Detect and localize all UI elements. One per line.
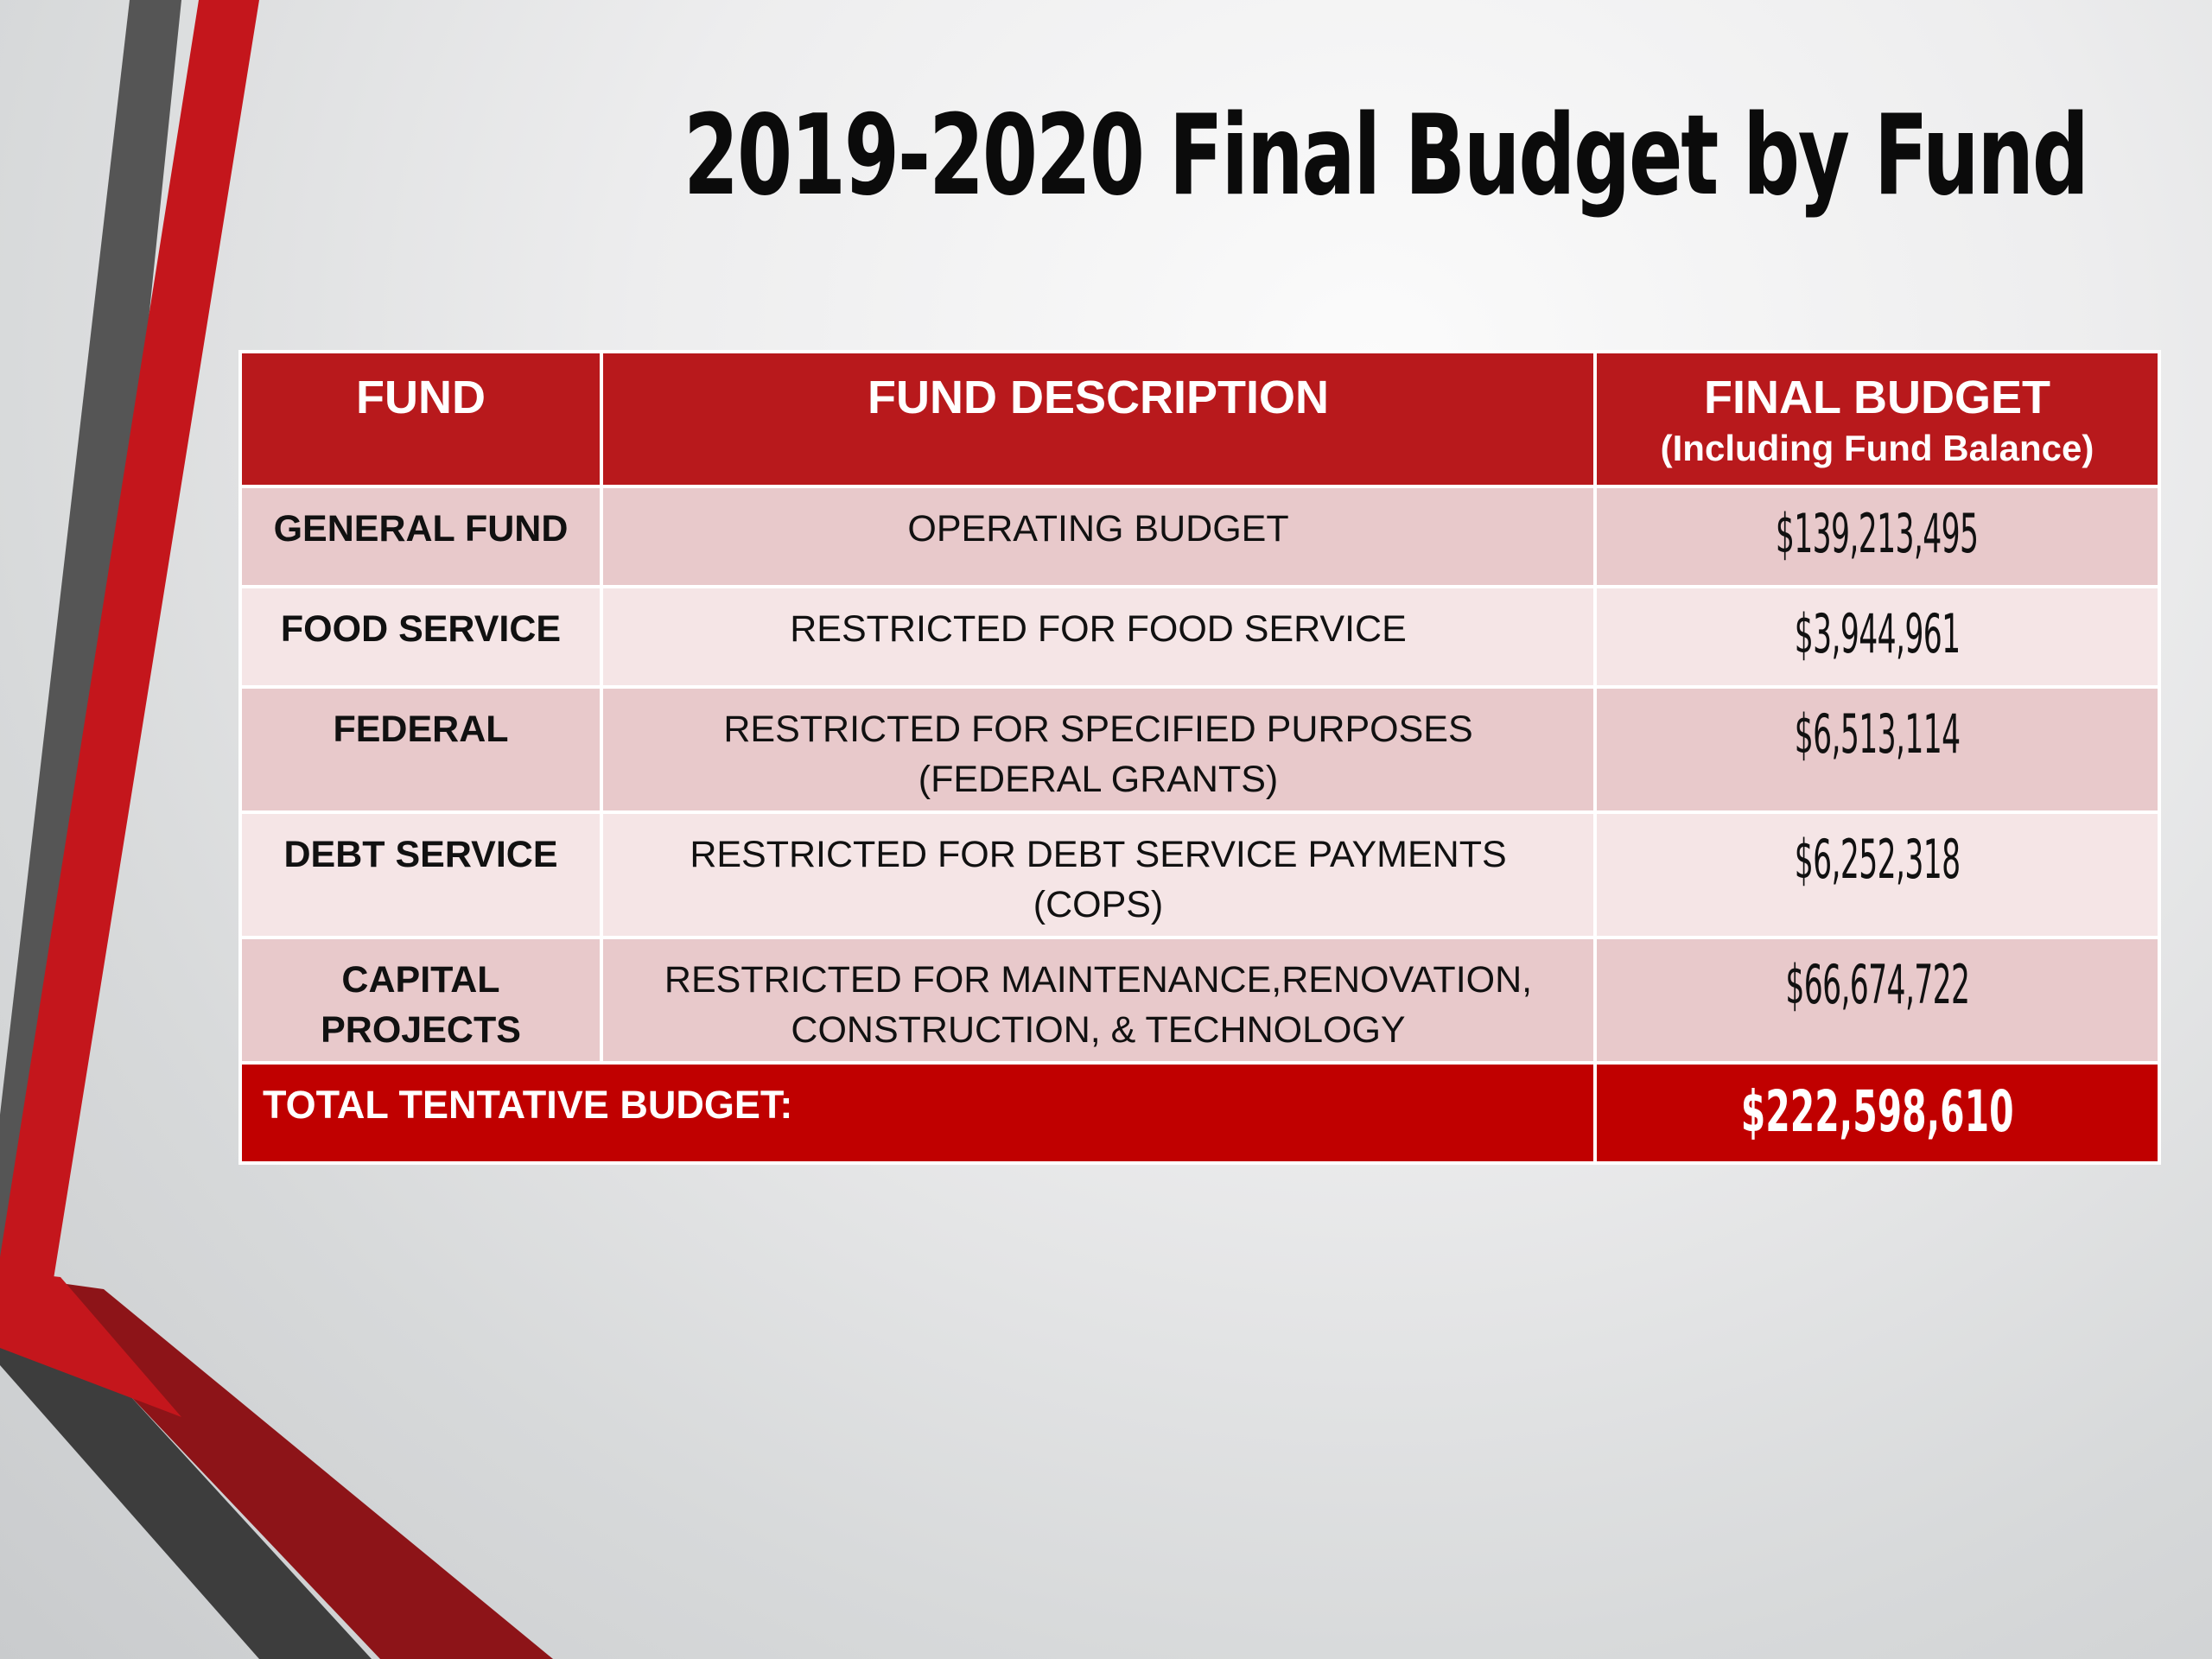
total-label: TOTAL TENTATIVE BUDGET: — [240, 1063, 1595, 1163]
table-row-federal — [240, 687, 2159, 812]
budget-cell — [1595, 486, 2159, 587]
fund-name: FEDERAL — [333, 709, 509, 750]
header-final-budget-label: FINAL BUDGET — [1704, 372, 2050, 423]
description-line: RESTRICTED FOR DEBT SERVICE PAYMENTS — [690, 834, 1507, 875]
total-cell — [1595, 1063, 2159, 1163]
description-cell — [601, 687, 1595, 812]
budget-amount: $139,213,495 — [1776, 502, 1979, 565]
budget-table — [238, 350, 2161, 1165]
page-title: 2019-2020 Final Budget by Fund — [683, 92, 2088, 220]
description-cell — [601, 486, 1595, 587]
total-amount: $222,598,610 — [1740, 1078, 2014, 1145]
fund-name: GENERAL FUND — [273, 508, 569, 550]
budget-cell — [1595, 938, 2159, 1063]
description-cell — [601, 938, 1595, 1063]
description-line: OPERATING BUDGET — [907, 508, 1289, 550]
budget-amount: $6,252,318 — [1794, 828, 1961, 891]
description-line: RESTRICTED FOR MAINTENANCE,RENOVATION, — [664, 959, 1533, 1001]
fund-name: PROJECTS — [321, 1009, 521, 1051]
fund-name: DEBT SERVICE — [283, 834, 558, 875]
budget-cell — [1595, 812, 2159, 938]
header-final-budget-subtitle: (Including Fund Balance) — [1660, 428, 2094, 469]
description-cell — [601, 587, 1595, 687]
fund-cell — [240, 938, 601, 1063]
table-row-food-service — [240, 587, 2159, 687]
budget-amount: $6,513,114 — [1794, 702, 1961, 766]
fund-cell — [240, 486, 601, 587]
description-line: (COPS) — [1033, 884, 1164, 925]
budget-cell — [1595, 587, 2159, 687]
table-header-row — [240, 352, 2159, 486]
budget-cell — [1595, 687, 2159, 812]
description-line: RESTRICTED FOR SPECIFIED PURPOSES — [723, 709, 1473, 750]
description-cell — [601, 812, 1595, 938]
table-row-general-fund — [240, 486, 2159, 587]
fund-cell — [240, 687, 601, 812]
header-fund-description: FUND DESCRIPTION — [601, 352, 1595, 486]
description-line: CONSTRUCTION, & TECHNOLOGY — [791, 1009, 1406, 1051]
budget-amount: $66,674,722 — [1784, 953, 1970, 1016]
table-total-row — [240, 1063, 2159, 1163]
table-row-capital-projects — [240, 938, 2159, 1063]
fund-cell — [240, 587, 601, 687]
budget-amount: $3,944,961 — [1794, 602, 1961, 665]
header-fund: FUND — [240, 352, 601, 486]
table-row-debt-service — [240, 812, 2159, 938]
description-line: (FEDERAL GRANTS) — [918, 759, 1279, 800]
fund-name: CAPITAL — [341, 959, 500, 1001]
fund-name: FOOD SERVICE — [280, 608, 562, 650]
fund-cell — [240, 812, 601, 938]
description-line: RESTRICTED FOR FOOD SERVICE — [790, 608, 1407, 650]
header-final-budget — [1595, 352, 2159, 486]
